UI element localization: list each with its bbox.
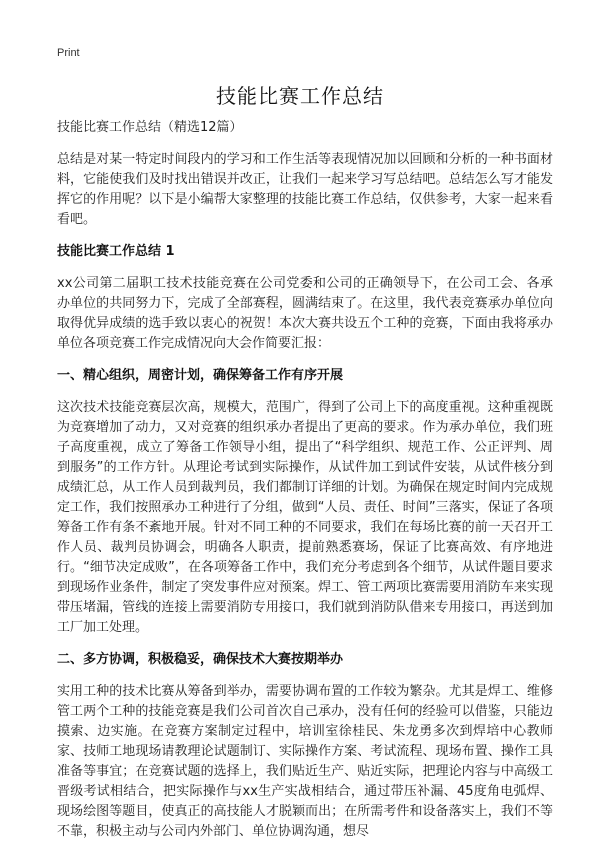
paragraph-organization: 这次技术技能竞赛层次高，规模大，范围广，得到了公司上下的高度重视。这种重视既为竞赛增加了动力，又对竞赛的组织承办者提出了更高的要求。作为承办单位，我们班子高度重视，成立了筹备工作领导小组，提出了“科学组织、规范工作、公正评判、周到服务”的工作方针。从理论考试到实际操作，从试件加工到试件安装，从试件核分到成绩汇总，从工作人员到裁判员，我们都制订详细的计划。为确保在规定时间内完成规定工作，我们按照承办工种进行了分组，做到“人员、责任、时间”三落实，保证了各项筹备工作有条不紊地开展。针对不同工种的不同要求，我们在每场比赛的前一天召开工作人员、裁判员协调会，明确各人职责，提前熟悉赛场，保证了比赛高效、有序地进行。“细节决定成败”，在各项筹备工作中，我们充分考虑到各个细节，从试件题目要求到现场作业条件，制定了突发事件应对预案。焊工、管工两项比赛需要用消防车来实现带压堵漏，管线的连接上需要消防专用接口，我们就到消防队借来专用接口，再送到加工厂加工处理。 [57, 400, 553, 635]
document-title: 技能比赛工作总结 [216, 84, 384, 108]
section-intro-paragraph: xx公司第二届职工技术技能竞赛在公司党委和公司的正确领导下，在公司工会、各承办单位的共同努力下，完成了全部赛程，圆满结束了。在这里，我代表竞赛承办单位向取得优异成绩的选手致以衷心的祝贺！本次大赛共设五个工种的竞赛，下面由我将承办单位各项竞赛工作完成情况向大会作简要汇报： [57, 276, 553, 351]
document-subtitle: 技能比赛工作总结（精选12篇） [57, 120, 243, 135]
section-title: 技能比赛工作总结 1 [57, 244, 175, 259]
document-body [57, 118, 553, 854]
print-link[interactable]: Print [57, 47, 80, 59]
intro-paragraph: 总结是对某一特定时间段内的学习和工作生活等表现情况加以回顾和分析的一种书面材料，它能使我们及时找出错误并改正，让我们一起来学习写总结吧。总结怎么写才能发挥它的作用呢？以下是小编帮大家整理的技能比赛工作总结，仅供参考，大家一起来看看吧。 [57, 152, 553, 227]
heading-coordination: 二、多方协调，积极稳妥，确保技术大赛按期举办 [57, 652, 344, 667]
heading-organization: 一、精心组织，周密计划，确保筹备工作有序开展 [57, 368, 344, 383]
paragraph-coordination: 实用工种的技术比赛从筹备到举办，需要协调布置的工作较为繁杂。尤其是焊工、维修管工两个工种的技能竞赛是我们公司首次自己承办，没有任何的经验可以借鉴，只能边摸索、边实施。在竞赛方案制定过程中，培训室徐桂民、朱龙勇多次到焊培中心教师家、技师工地现场请教理论试题制订、实际操作方案、考试流程、现场布置、操作工具准备等事宜；在竞赛试题的选择上，我们贴近生产、贴近实际，把理论内容与中高级工晋级考试相结合，把实际操作与xx生产实战相结合，通过带压补漏、45度角电弧焊、现场绘图等题目，使真正的高技能人才脱颖而出；在所需考件和设备落实上，我们不等不靠，积极主动与公司内外部门、单位协调沟通，想尽 [57, 684, 553, 839]
